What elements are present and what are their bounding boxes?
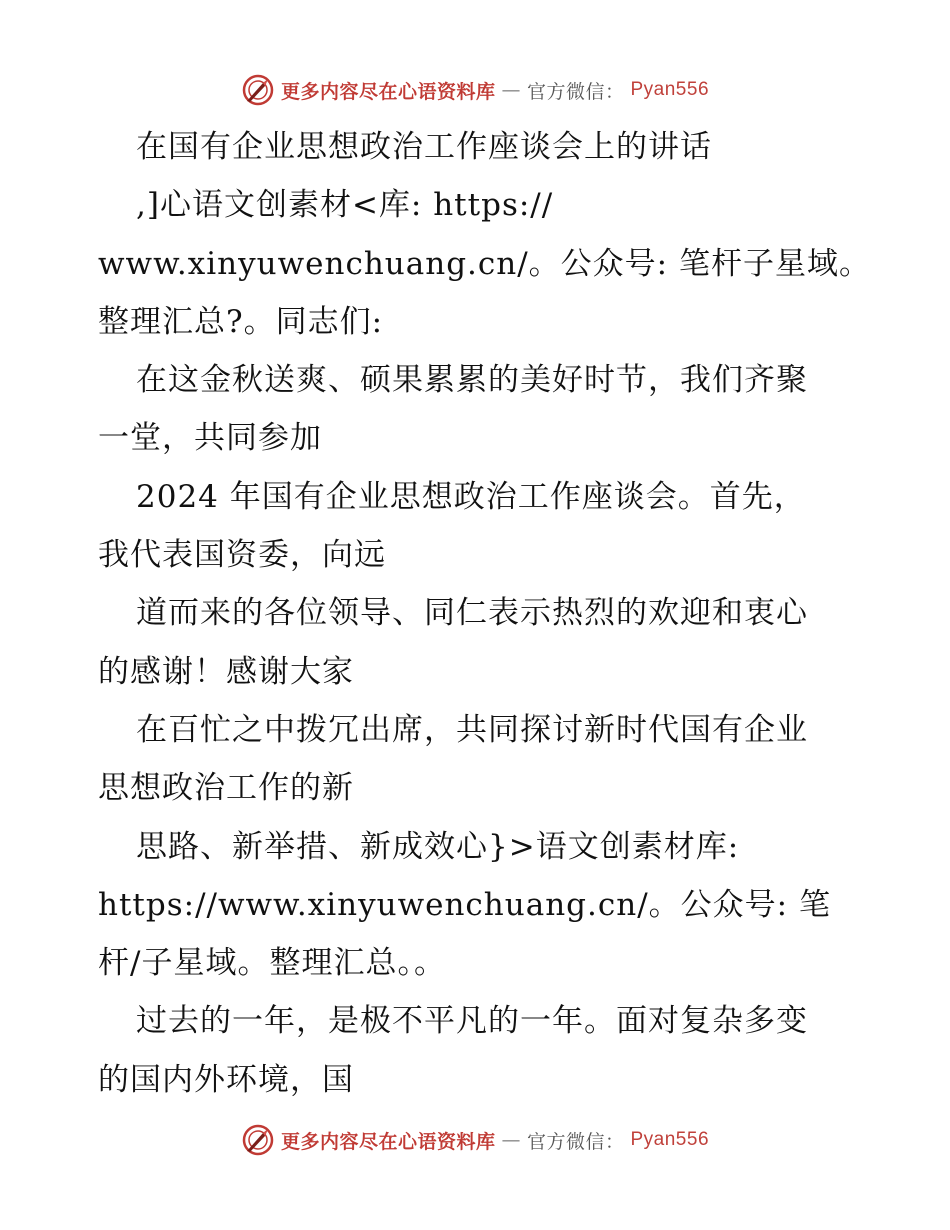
text-line: 的国内外环境，国 (98, 1061, 354, 1098)
text-line: 杆/子星域。整理汇总。。 (98, 945, 446, 982)
banner-separator: — (501, 1129, 521, 1151)
text-line: 过去的一年，是极不平凡的一年。面对复杂多变 (136, 1003, 808, 1040)
text-line: 整理汇总?。同志们: (98, 303, 384, 340)
text-line: 道而来的各位领导、同仁表示热烈的欢迎和衷心 (136, 595, 808, 632)
banner-wechat-label: 官方微信： (526, 1130, 625, 1153)
banner-separator: — (501, 79, 521, 101)
text-line: ,]心语文创素材<库: https:// (136, 187, 554, 224)
text-line: 我代表国资委，向远 (98, 537, 386, 574)
pen-logo-icon (241, 73, 275, 107)
banner-wechat-id: Pyan556 (630, 79, 710, 100)
text-line: https://www.xinyuwenchuang.cn/。公众号: 笔 (98, 886, 831, 923)
text-line: 在百忙之中拨冗出席，共同探讨新时代国有企业 (136, 711, 808, 748)
header-banner (0, 70, 950, 110)
text-line: 在这金秋送爽、硕果累累的美好时节，我们齐聚 (136, 362, 808, 399)
document-body (98, 118, 871, 1109)
text-line: 思想政治工作的新 (98, 770, 354, 807)
text-line: www.xinyuwenchuang.cn/。公众号: 笔杆子星域。 (98, 245, 871, 282)
text-line: 2024 年国有企业思想政治工作座谈会。首先， (136, 478, 806, 515)
banner-wechat-label: 官方微信： (526, 80, 625, 103)
banner-main-text: 更多内容尽在心语资料库 (280, 80, 496, 103)
text-line: 思路、新举措、新成效心}>语文创素材库: (136, 828, 740, 865)
banner-main-text: 更多内容尽在心语资料库 (280, 1130, 496, 1153)
pen-logo-icon (241, 1123, 275, 1157)
text-line: 一堂，共同参加 (98, 420, 322, 457)
banner-wechat-id: Pyan556 (630, 1129, 710, 1150)
doc-title: 在国有企业思想政治工作座谈会上的讲话 (136, 129, 712, 165)
text-line: 的感谢！感谢大家 (98, 653, 354, 690)
footer-banner (0, 1120, 950, 1160)
